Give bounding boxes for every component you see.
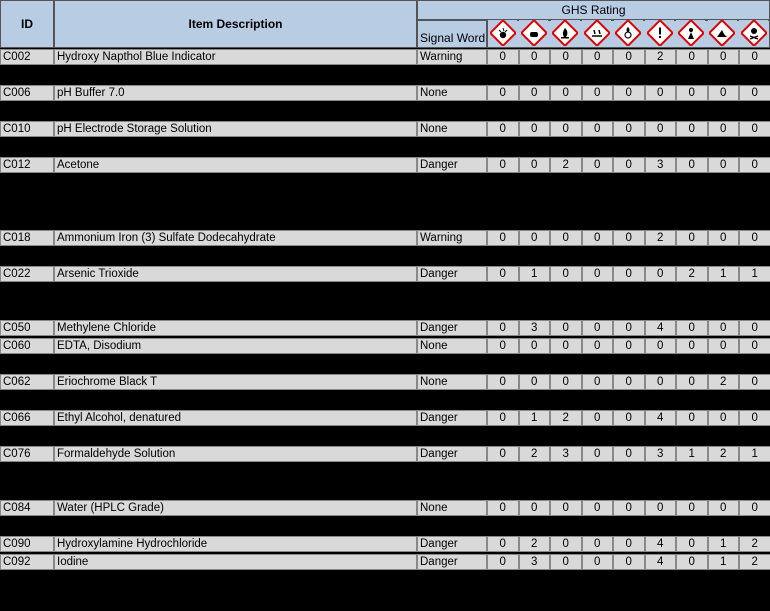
ghs-rating-cell: 0 xyxy=(708,410,740,426)
ghs-rating-cell: 0 xyxy=(519,157,551,173)
signal-word-cell: None xyxy=(417,500,487,516)
ghs-rating-cell: 0 xyxy=(613,338,645,354)
ghs-rating-cell: 0 xyxy=(550,121,582,137)
table-row xyxy=(0,266,770,282)
ghs-rating-cell: 0 xyxy=(645,500,677,516)
ghs-rating-cell: 0 xyxy=(582,338,614,354)
flame-icon xyxy=(551,20,580,46)
item-description-cell: pH Electrode Storage Solution xyxy=(54,121,417,137)
signal-word-cell: Danger xyxy=(417,157,487,173)
ghs-rating-cell: 1 xyxy=(519,410,551,426)
ghs-rating-cell: 0 xyxy=(613,410,645,426)
table-row xyxy=(0,338,770,354)
ghs-rating-cell: 0 xyxy=(613,536,645,552)
table-row xyxy=(0,49,770,65)
signal-word-cell: Danger xyxy=(417,554,487,570)
item-description-cell: Ethyl Alcohol, denatured xyxy=(54,410,417,426)
ghs-rating-cell: 0 xyxy=(550,554,582,570)
ghs-rating-cell: 0 xyxy=(582,410,614,426)
ghs-rating-cell: 0 xyxy=(739,338,770,354)
ghs-rating-cell: 0 xyxy=(613,446,645,462)
ghs-rating-cell: 3 xyxy=(550,446,582,462)
ghs-rating-cell: 2 xyxy=(519,446,551,462)
ghs-rating-cell: 0 xyxy=(550,230,582,246)
ghs-rating-cell: 1 xyxy=(708,554,740,570)
item-id-cell: C066 xyxy=(0,410,54,426)
ghs-rating-cell: 0 xyxy=(739,374,770,390)
signal-word-cell: Danger xyxy=(417,536,487,552)
ghs-rating-cell: 0 xyxy=(487,157,519,173)
ghs-rating-cell: 3 xyxy=(645,446,677,462)
ghs-rating-cell: 0 xyxy=(676,554,708,570)
item-id-cell: C018 xyxy=(0,230,54,246)
item-description-cell: Hydroxylamine Hydrochloride xyxy=(54,536,417,552)
ghs-rating-cell: 0 xyxy=(645,266,677,282)
item-description-cell: pH Buffer 7.0 xyxy=(54,85,417,101)
signal-word-cell: Danger xyxy=(417,446,487,462)
item-id-cell: C006 xyxy=(0,85,54,101)
environment-icon xyxy=(708,20,737,46)
ghs-rating-cell: 0 xyxy=(708,338,740,354)
ghs-rating-cell: 0 xyxy=(487,554,519,570)
ghs-rating-cell: 0 xyxy=(676,121,708,137)
ghs-rating-cell: 2 xyxy=(645,49,677,65)
item-id-cell: C060 xyxy=(0,338,54,354)
ghs-rating-cell: 0 xyxy=(582,500,614,516)
ghs-rating-cell: 3 xyxy=(519,320,551,336)
item-description-cell: Ammonium Iron (3) Sulfate Dodecahydrate xyxy=(54,230,417,246)
ghs-rating-cell: 0 xyxy=(487,121,519,137)
ghs-rating-cell: 0 xyxy=(613,266,645,282)
ghs-rating-cell: 0 xyxy=(582,157,614,173)
ghs-rating-cell: 2 xyxy=(645,230,677,246)
ghs-rating-cell: 0 xyxy=(676,230,708,246)
ghs-rating-cell: 0 xyxy=(582,121,614,137)
item-description-cell: Acetone xyxy=(54,157,417,173)
header-signal-word xyxy=(417,20,487,48)
ghs-rating-cell: 0 xyxy=(708,157,740,173)
ghs-rating-cell: 0 xyxy=(739,500,770,516)
ghs-rating-cell: 3 xyxy=(519,554,551,570)
item-description-cell: Iodine xyxy=(54,554,417,570)
ghs-rating-cell: 4 xyxy=(645,536,677,552)
signal-word-cell: Warning xyxy=(417,230,487,246)
item-id-cell: C010 xyxy=(0,121,54,137)
ghs-rating-cell: 0 xyxy=(708,320,740,336)
ghs-rating-cell: 0 xyxy=(676,500,708,516)
table-row xyxy=(0,554,770,570)
signal-word-label: Signal Word xyxy=(420,31,486,45)
ghs-rating-cell: 0 xyxy=(582,85,614,101)
item-id-cell: C084 xyxy=(0,500,54,516)
ghs-rating-cell: 0 xyxy=(487,500,519,516)
item-id-cell: C092 xyxy=(0,554,54,570)
ghs-rating-cell: 0 xyxy=(645,374,677,390)
item-id-cell: C012 xyxy=(0,157,54,173)
table-row xyxy=(0,320,770,336)
table-row xyxy=(0,230,770,246)
ghs-rating-cell: 0 xyxy=(645,121,677,137)
header-ghs-rating: GHS Rating xyxy=(417,0,770,20)
ghs-rating-cell: 0 xyxy=(676,374,708,390)
ghs-rating-cell: 0 xyxy=(708,230,740,246)
signal-word-cell: None xyxy=(417,85,487,101)
ghs-rating-cell: 4 xyxy=(645,320,677,336)
skull-crossbones-icon xyxy=(739,20,768,46)
ghs-rating-cell: 1 xyxy=(708,266,740,282)
ghs-rating-cell: 0 xyxy=(676,536,708,552)
table-row xyxy=(0,121,770,137)
ghs-rating-cell: 0 xyxy=(582,230,614,246)
ghs-rating-cell: 1 xyxy=(676,446,708,462)
ghs-rating-cell: 0 xyxy=(582,554,614,570)
item-description-cell: Water (HPLC Grade) xyxy=(54,500,417,516)
ghs-rating-cell: 0 xyxy=(739,410,770,426)
ghs-rating-cell: 0 xyxy=(487,266,519,282)
ghs-rating-cell: 0 xyxy=(613,320,645,336)
ghs-rating-cell: 0 xyxy=(550,266,582,282)
ghs-rating-cell: 2 xyxy=(739,554,770,570)
signal-word-cell: None xyxy=(417,121,487,137)
item-description-cell: EDTA, Disodium xyxy=(54,338,417,354)
signal-word-cell: Danger xyxy=(417,266,487,282)
ghs-rating-cell: 2 xyxy=(676,266,708,282)
ghs-rating-cell: 0 xyxy=(487,49,519,65)
item-id-cell: C002 xyxy=(0,49,54,65)
ghs-rating-cell: 0 xyxy=(613,121,645,137)
ghs-rating-cell: 0 xyxy=(550,320,582,336)
ghs-rating-cell: 0 xyxy=(708,500,740,516)
ghs-rating-cell: 0 xyxy=(487,446,519,462)
ghs-rating-cell: 0 xyxy=(613,49,645,65)
ghs-rating-cell: 0 xyxy=(739,49,770,65)
signal-word-cell: Danger xyxy=(417,320,487,336)
table-row xyxy=(0,374,770,390)
table-row xyxy=(0,157,770,173)
ghs-rating-cell: 0 xyxy=(645,85,677,101)
header-id: ID xyxy=(0,0,54,48)
exclamation-mark-icon xyxy=(645,20,674,46)
ghs-rating-cell: 0 xyxy=(519,230,551,246)
signal-word-cell: Danger xyxy=(417,410,487,426)
item-description-cell: Hydroxy Napthol Blue Indicator xyxy=(54,49,417,65)
ghs-rating-cell: 0 xyxy=(676,410,708,426)
ghs-rating-cell: 0 xyxy=(739,85,770,101)
ghs-rating-cell: 0 xyxy=(519,121,551,137)
header-item-description: Item Description xyxy=(54,0,417,48)
ghs-rating-cell: 0 xyxy=(519,49,551,65)
ghs-rating-cell: 0 xyxy=(676,338,708,354)
signal-word-cell: None xyxy=(417,338,487,354)
item-description-cell: Eriochrome Black T xyxy=(54,374,417,390)
table-row xyxy=(0,500,770,516)
item-id-cell: C062 xyxy=(0,374,54,390)
ghs-rating-cell: 0 xyxy=(708,121,740,137)
exploding-bomb-icon xyxy=(488,20,517,46)
ghs-rating-cell: 0 xyxy=(739,230,770,246)
ghs-rating-cell: 1 xyxy=(739,446,770,462)
table-row xyxy=(0,410,770,426)
ghs-rating-cell: 2 xyxy=(519,536,551,552)
ghs-rating-cell: 0 xyxy=(487,374,519,390)
item-description-cell: Arsenic Trioxide xyxy=(54,266,417,282)
ghs-rating-cell: 0 xyxy=(487,338,519,354)
ghs-rating-cell: 0 xyxy=(582,446,614,462)
item-id-cell: C076 xyxy=(0,446,54,462)
ghs-rating-cell: 0 xyxy=(739,121,770,137)
ghs-rating-cell: 0 xyxy=(582,320,614,336)
ghs-rating-cell: 1 xyxy=(739,266,770,282)
corrosion-icon xyxy=(582,20,611,46)
ghs-rating-cell: 0 xyxy=(487,410,519,426)
ghs-rating-cell: 0 xyxy=(487,85,519,101)
ghs-rating-cell: 0 xyxy=(676,49,708,65)
ghs-rating-cell: 0 xyxy=(708,49,740,65)
ghs-rating-cell: 0 xyxy=(550,338,582,354)
ghs-rating-cell: 2 xyxy=(550,157,582,173)
ghs-rating-cell: 0 xyxy=(613,157,645,173)
ghs-rating-cell: 0 xyxy=(739,157,770,173)
ghs-rating-cell: 0 xyxy=(550,500,582,516)
ghs-rating-cell: 0 xyxy=(582,49,614,65)
ghs-rating-cell: 0 xyxy=(550,49,582,65)
ghs-rating-cell: 0 xyxy=(613,500,645,516)
ghs-rating-cell: 0 xyxy=(739,320,770,336)
ghs-rating-cell: 0 xyxy=(487,536,519,552)
ghs-rating-cell: 2 xyxy=(550,410,582,426)
flame-over-circle-icon xyxy=(614,20,643,46)
item-id-cell: C050 xyxy=(0,320,54,336)
ghs-rating-cell: 0 xyxy=(676,157,708,173)
ghs-rating-cell: 0 xyxy=(550,536,582,552)
ghs-rating-cell: 0 xyxy=(645,338,677,354)
ghs-rating-cell: 1 xyxy=(708,536,740,552)
ghs-rating-cell: 0 xyxy=(519,374,551,390)
ghs-rating-cell: 1 xyxy=(519,266,551,282)
ghs-rating-cell: 0 xyxy=(487,320,519,336)
ghs-rating-cell: 4 xyxy=(645,554,677,570)
ghs-rating-cell: 0 xyxy=(708,85,740,101)
signal-word-cell: None xyxy=(417,374,487,390)
ghs-rating-cell: 0 xyxy=(582,266,614,282)
gas-cylinder-icon xyxy=(519,20,548,46)
ghs-rating-cell: 4 xyxy=(645,410,677,426)
ghs-rating-cell: 2 xyxy=(708,446,740,462)
table-row xyxy=(0,446,770,462)
ghs-rating-cell: 0 xyxy=(519,500,551,516)
ghs-rating-cell: 0 xyxy=(519,338,551,354)
table-row xyxy=(0,536,770,552)
ghs-rating-cell: 0 xyxy=(487,230,519,246)
ghs-rating-cell: 0 xyxy=(550,374,582,390)
ghs-rating-cell: 0 xyxy=(676,320,708,336)
ghs-rating-cell: 0 xyxy=(550,85,582,101)
ghs-rating-cell: 0 xyxy=(582,374,614,390)
item-description-cell: Methylene Chloride xyxy=(54,320,417,336)
ghs-rating-cell: 0 xyxy=(676,85,708,101)
signal-word-cell: Warning xyxy=(417,49,487,65)
item-id-cell: C090 xyxy=(0,536,54,552)
ghs-rating-cell: 3 xyxy=(645,157,677,173)
ghs-rating-cell: 0 xyxy=(613,85,645,101)
ghs-rating-cell: 0 xyxy=(613,230,645,246)
item-id-cell: C022 xyxy=(0,266,54,282)
ghs-rating-cell: 0 xyxy=(582,536,614,552)
ghs-rating-cell: 0 xyxy=(519,85,551,101)
health-hazard-icon xyxy=(676,20,705,46)
item-description-cell: Formaldehyde Solution xyxy=(54,446,417,462)
table-row xyxy=(0,85,770,101)
ghs-rating-cell: 0 xyxy=(613,554,645,570)
ghs-rating-cell: 0 xyxy=(613,374,645,390)
ghs-rating-cell: 2 xyxy=(708,374,740,390)
ghs-rating-cell: 2 xyxy=(739,536,770,552)
